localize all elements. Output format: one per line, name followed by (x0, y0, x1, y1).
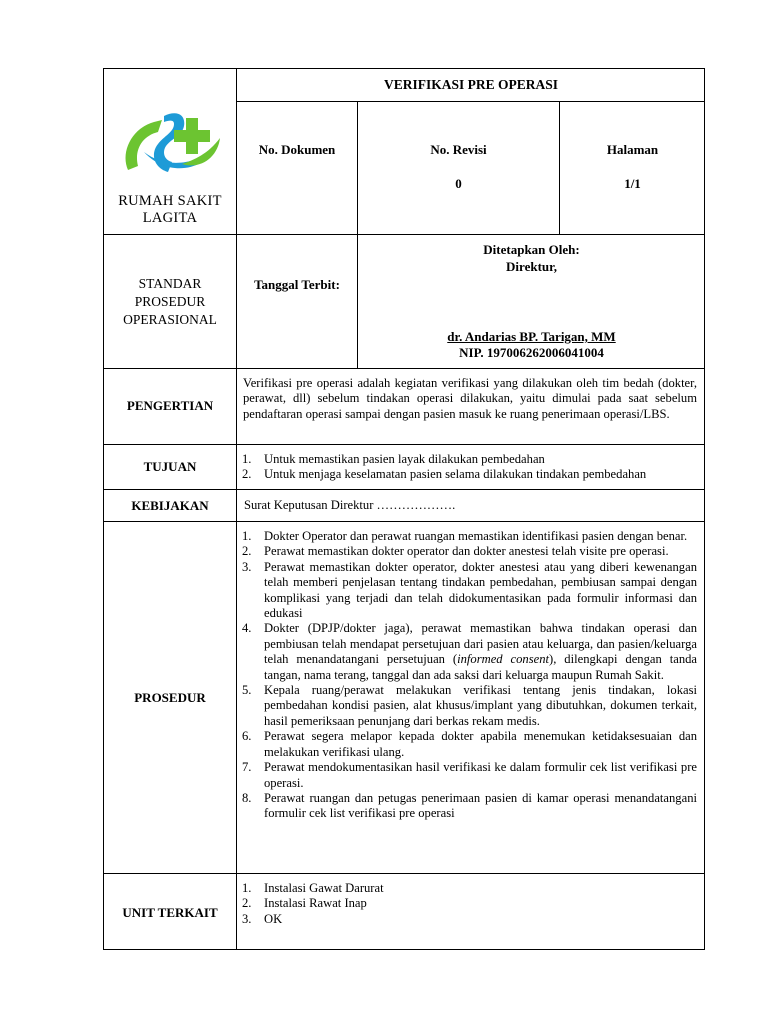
document-title: VERIFIKASI PRE OPERASI (383, 77, 559, 92)
approver-position: Direktur, (506, 259, 557, 274)
list-item: 2. Perawat memastikan dokter operator dan dokter anestesi telah visite pre operasi. (242, 544, 669, 559)
issue-date-label: Tanggal Terbit: (254, 277, 340, 292)
list-item: 3. OK (242, 911, 283, 926)
divider-sop (103, 368, 705, 369)
list-item: 2. Instalasi Rawat Inap (242, 896, 367, 911)
sop-label-line3: OPERASIONAL (123, 312, 217, 327)
sop-label (104, 275, 236, 329)
tujuan-label: TUJUAN (143, 459, 197, 474)
unit-terkait-label: UNIT TERKAIT (122, 905, 218, 920)
kebijakan-text: Surat Keputusan Direktur ………………. (244, 498, 456, 512)
approved-by: Ditetapkan Oleh: (483, 242, 580, 257)
divider-label-column (236, 68, 237, 950)
sop-label-line2: PROSEDUR (134, 294, 206, 309)
prosedur-label: PROSEDUR (134, 690, 206, 705)
unit-terkait-list (242, 881, 697, 927)
sop-label-line1: STANDAR (138, 276, 202, 291)
list-item: 8. Perawat ruangan dan petugas penerimaan pasien di kamar operasi menandatangani formulir cek list verifikasi pre operasi (242, 790, 697, 821)
list-item: 4. Dokter (DPJP/dokter jaga), perawat memastikan bahwa tindakan operasi dan pembiusan telah mendapat persetujuan dari pasien atau keluarga, dan pasien/keluarga telah menandatangani persetujuan (informed consent), dilengkapi dengan tanda tangan, nama terang, tanggal dan ada saksi dari keluarga maupun Rumah Sakit. (242, 621, 698, 682)
list-item: 2. Untuk menjaga keselamatan pasien selama dilakukan tindakan pembedahan (242, 467, 647, 482)
tujuan-list (242, 452, 697, 483)
divider-header (103, 234, 705, 235)
divider-prosedur (103, 873, 705, 874)
signer-name: dr. Andarias BP. Tarigan, MM (447, 329, 616, 344)
list-item: 3. Perawat memastikan dokter operator, dokter anestesi atau yang diberi kewenangan telah memberi penjelasan tentang tindakan pembedahan, pembiusan sampai dengan komplikasi yang terjadi dan telah didokumentasikan pada formulir informasi dan edukasi (242, 559, 697, 621)
prosedur-list (242, 529, 697, 822)
revision-value: 0 (455, 176, 462, 191)
hospital-name-line1: RUMAH SAKIT (118, 193, 222, 209)
divider-title (237, 101, 705, 102)
list-item: 7. Perawat mendokumentasikan hasil verifikasi ke dalam formulir cek list verifikasi pre operasi. (242, 760, 697, 790)
signer-nip: NIP. 197006262006041004 (459, 345, 604, 360)
hospital-logo-icon (124, 108, 226, 176)
list-item: 5. Kepala ruang/perawat melakukan verifikasi tentang jenis tindakan, lokasi pembedahan kondisi pasien, alat khusus/implant yang dibutuhkan, dokumen terkait, hasil pemeriksaan penunjang dari berkas rekam medis. (242, 683, 697, 728)
page-label: Halaman (606, 142, 659, 157)
page-value: 1/1 (624, 176, 641, 191)
list-item: 1. Dokter Operator dan perawat ruangan memastikan identifikasi pasien dengan benar. (242, 529, 688, 543)
pengertian-label: PENGERTIAN (126, 398, 214, 413)
divider-kebijakan (103, 521, 705, 522)
revision-label: No. Revisi (430, 142, 487, 157)
list-item: 6. Perawat segera melapor kepada dokter apabila menemukan ketidaksesuaian dan melakukan verifikasi ulang. (242, 729, 697, 759)
hospital-name (104, 193, 236, 227)
pengertian-text: Verifikasi pre operasi adalah kegiatan verifikasi yang dilakukan oleh tim bedah (dokter, perawat, dll) sebelum tindakan operasi dilakukan, yaitu dimulai pada saat sebelum pendaftaran operasi sampai dengan pasien masuk ke ruang penerimaan operasi/LBS. (243, 376, 697, 421)
list-item: 1. Untuk memastikan pasien layak dilakukan pembedahan (242, 452, 545, 466)
list-item: 1. Instalasi Gawat Darurat (242, 881, 384, 895)
hospital-name-line2: LAGITA (142, 210, 198, 226)
kebijakan-label: KEBIJAKAN (131, 498, 209, 513)
divider-revision-page (559, 101, 560, 234)
doc-no-label: No. Dokumen (258, 142, 336, 157)
divider-pengertian (103, 444, 705, 445)
divider-tujuan (103, 489, 705, 490)
